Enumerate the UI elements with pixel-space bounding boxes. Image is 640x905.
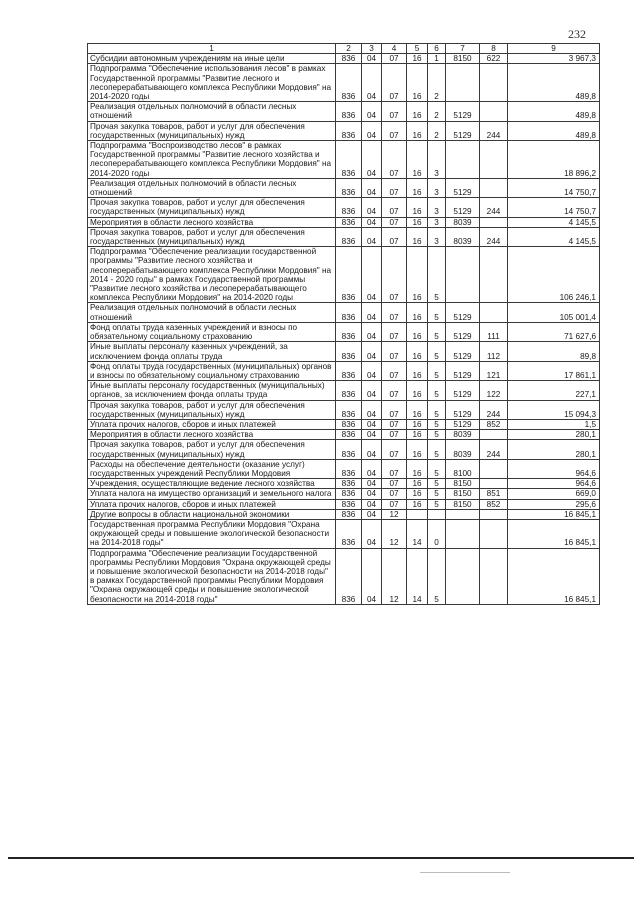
row-ministry-code: 836 <box>336 400 362 419</box>
row-program-code: 16 <box>407 54 428 64</box>
row-section-code: 04 <box>362 227 382 246</box>
row-section-code: 04 <box>362 400 382 419</box>
header-cell: 6 <box>428 44 446 54</box>
row-target-code <box>446 509 480 519</box>
row-subprogram-code: 5 <box>428 303 446 322</box>
row-subsection-code: 12 <box>382 548 407 604</box>
row-expense-type-code <box>480 509 508 519</box>
row-ministry-code: 836 <box>336 342 362 361</box>
row-program-code: 16 <box>407 400 428 419</box>
row-target-code: 8039 <box>446 440 480 459</box>
header-cell: 4 <box>382 44 407 54</box>
row-target-code: 8100 <box>446 459 480 478</box>
row-section-code: 04 <box>362 440 382 459</box>
row-ministry-code: 836 <box>336 121 362 140</box>
row-description: Прочая закупка товаров, работ и услуг для обеспечения государственных (муниципальных) нужд <box>88 440 336 459</box>
row-expense-type-code <box>480 178 508 197</box>
row-subprogram-code: 3 <box>428 178 446 197</box>
row-description: Прочая закупка товаров, работ и услуг для обеспечения государственных (муниципальных) нужд <box>88 121 336 140</box>
row-expense-type-code <box>480 217 508 227</box>
row-expense-type-code: 244 <box>480 121 508 140</box>
row-section-code: 04 <box>362 64 382 102</box>
row-expense-type-code <box>480 519 508 548</box>
row-subsection-code: 12 <box>382 509 407 519</box>
row-ministry-code: 836 <box>336 419 362 429</box>
row-target-code: 5129 <box>446 381 480 400</box>
row-program-code: 16 <box>407 121 428 140</box>
row-amount: 14 750,7 <box>508 198 600 217</box>
row-ministry-code: 836 <box>336 227 362 246</box>
row-subprogram-code: 5 <box>428 322 446 341</box>
row-program-code: 16 <box>407 419 428 429</box>
row-program-code: 16 <box>407 342 428 361</box>
row-section-code: 04 <box>362 519 382 548</box>
row-section-code: 04 <box>362 479 382 489</box>
row-ministry-code: 836 <box>336 64 362 102</box>
row-subprogram-code: 3 <box>428 141 446 179</box>
table-body <box>88 54 600 605</box>
row-ministry-code: 836 <box>336 459 362 478</box>
row-subsection-code: 07 <box>382 322 407 341</box>
row-subsection-code: 07 <box>382 141 407 179</box>
row-target-code: 5129 <box>446 400 480 419</box>
row-subprogram-code: 1 <box>428 54 446 64</box>
row-target-code: 5129 <box>446 102 480 121</box>
row-program-code <box>407 509 428 519</box>
table-row <box>88 64 600 102</box>
row-subsection-code: 07 <box>382 227 407 246</box>
row-section-code: 04 <box>362 247 382 303</box>
header-cell: 8 <box>480 44 508 54</box>
table-row <box>88 400 600 419</box>
row-amount: 14 750,7 <box>508 178 600 197</box>
row-section-code: 04 <box>362 198 382 217</box>
row-section-code: 04 <box>362 217 382 227</box>
row-subsection-code: 07 <box>382 381 407 400</box>
row-expense-type-code: 622 <box>480 54 508 64</box>
row-section-code: 04 <box>362 509 382 519</box>
row-ministry-code: 836 <box>336 303 362 322</box>
row-section-code: 04 <box>362 548 382 604</box>
row-description: Уплата прочих налогов, сборов и иных платежей <box>88 499 336 509</box>
row-ministry-code: 836 <box>336 499 362 509</box>
table-row <box>88 178 600 197</box>
row-expense-type-code <box>480 102 508 121</box>
row-subsection-code: 07 <box>382 102 407 121</box>
table-row <box>88 322 600 341</box>
row-amount: 227,1 <box>508 381 600 400</box>
row-target-code: 8150 <box>446 54 480 64</box>
row-ministry-code: 836 <box>336 102 362 121</box>
row-subprogram-code: 5 <box>428 479 446 489</box>
row-program-code: 16 <box>407 459 428 478</box>
row-subprogram-code: 5 <box>428 459 446 478</box>
table-row <box>88 227 600 246</box>
row-subprogram-code: 5 <box>428 419 446 429</box>
row-program-code: 16 <box>407 322 428 341</box>
row-ministry-code: 836 <box>336 217 362 227</box>
row-expense-type-code <box>480 64 508 102</box>
scan-mark <box>420 872 510 873</box>
row-target-code: 5129 <box>446 342 480 361</box>
row-description: Подпрограмма "Обеспечение использования лесов" в рамках Государственной программы "Развитие лесного и лесоперерабатывающего комплекса Республики Мордовия" на 2014-2020 годы <box>88 64 336 102</box>
row-expense-type-code <box>480 430 508 440</box>
row-amount: 105 001,4 <box>508 303 600 322</box>
footer-rule <box>8 857 634 859</box>
table-row <box>88 419 600 429</box>
row-subprogram-code: 5 <box>428 381 446 400</box>
row-amount: 106 246,1 <box>508 247 600 303</box>
row-amount: 4 145,5 <box>508 217 600 227</box>
header-cell: 9 <box>508 44 600 54</box>
row-section-code: 04 <box>362 361 382 380</box>
row-subsection-code: 07 <box>382 303 407 322</box>
row-program-code: 16 <box>407 247 428 303</box>
row-section-code: 04 <box>362 499 382 509</box>
row-target-code <box>446 519 480 548</box>
row-description: Прочая закупка товаров, работ и услуг для обеспечения государственных (муниципальных) нужд <box>88 198 336 217</box>
row-description: Субсидии автономным учреждениям на иные цели <box>88 54 336 64</box>
row-amount: 15 094,3 <box>508 400 600 419</box>
row-subsection-code: 07 <box>382 198 407 217</box>
row-section-code: 04 <box>362 322 382 341</box>
row-program-code: 16 <box>407 64 428 102</box>
row-expense-type-code: 852 <box>480 419 508 429</box>
row-target-code: 5129 <box>446 361 480 380</box>
row-target-code: 8150 <box>446 489 480 499</box>
row-section-code: 04 <box>362 54 382 64</box>
row-section-code: 04 <box>362 489 382 499</box>
row-subprogram-code: 5 <box>428 400 446 419</box>
row-section-code: 04 <box>362 121 382 140</box>
row-amount: 89,8 <box>508 342 600 361</box>
row-section-code: 04 <box>362 102 382 121</box>
row-amount: 280,1 <box>508 440 600 459</box>
row-subsection-code: 07 <box>382 440 407 459</box>
row-target-code <box>446 141 480 179</box>
row-amount: 489,8 <box>508 102 600 121</box>
row-description: Подпрограмма "Обеспечение реализации государственной программы "Развитие лесного хозяйства и лесоперерабатывающего комплекса Республики Мордовия" на 2014 - 2020 годы" в рамках Государственной программы "Развитие лесного хозяйства и лесоперерабатывающего комплекса Республики Мордовия" на 2014-2020 годы <box>88 247 336 303</box>
row-subprogram-code: 0 <box>428 519 446 548</box>
row-subsection-code: 07 <box>382 499 407 509</box>
row-target-code: 5129 <box>446 121 480 140</box>
header-row <box>88 44 600 54</box>
row-description: Расходы на обеспечение деятельности (оказание услуг) государственных учреждений Республики Мордовия <box>88 459 336 478</box>
row-ministry-code: 836 <box>336 519 362 548</box>
row-amount: 71 627,6 <box>508 322 600 341</box>
row-subsection-code: 07 <box>382 178 407 197</box>
table-row <box>88 509 600 519</box>
row-expense-type-code <box>480 141 508 179</box>
row-program-code: 16 <box>407 381 428 400</box>
row-ministry-code: 836 <box>336 479 362 489</box>
row-program-code: 16 <box>407 430 428 440</box>
row-ministry-code: 836 <box>336 178 362 197</box>
row-section-code: 04 <box>362 141 382 179</box>
row-expense-type-code: 851 <box>480 489 508 499</box>
row-description: Уплата прочих налогов, сборов и иных платежей <box>88 419 336 429</box>
row-amount: 669,0 <box>508 489 600 499</box>
row-expense-type-code: 244 <box>480 440 508 459</box>
row-ministry-code: 836 <box>336 54 362 64</box>
row-target-code: 5129 <box>446 322 480 341</box>
row-ministry-code: 836 <box>336 489 362 499</box>
row-program-code: 14 <box>407 519 428 548</box>
row-amount: 280,1 <box>508 430 600 440</box>
row-description: Прочая закупка товаров, работ и услуг для обеспечения государственных (муниципальных) нужд <box>88 227 336 246</box>
row-subprogram-code: 3 <box>428 198 446 217</box>
table-row <box>88 342 600 361</box>
row-subsection-code: 12 <box>382 519 407 548</box>
row-description: Учреждения, осуществляющие ведение лесного хозяйства <box>88 479 336 489</box>
row-ministry-code: 836 <box>336 509 362 519</box>
row-subprogram-code: 5 <box>428 489 446 499</box>
row-ministry-code: 836 <box>336 361 362 380</box>
row-target-code: 5129 <box>446 198 480 217</box>
row-subprogram-code: 2 <box>428 121 446 140</box>
row-description: Мероприятия в области лесного хозяйства <box>88 217 336 227</box>
row-description: Государственная программа Республики Мордовия "Охрана окружающей среды и повышение экологической безопасности на 2014-2018 годы" <box>88 519 336 548</box>
row-amount: 18 896,2 <box>508 141 600 179</box>
row-program-code: 16 <box>407 217 428 227</box>
table-row <box>88 381 600 400</box>
row-description: Реализация отдельных полномочий в области лесных отношений <box>88 102 336 121</box>
table-row <box>88 499 600 509</box>
row-target-code <box>446 548 480 604</box>
row-program-code: 16 <box>407 102 428 121</box>
header-cell: 5 <box>407 44 428 54</box>
row-amount: 489,8 <box>508 121 600 140</box>
row-subprogram-code: 5 <box>428 548 446 604</box>
row-ministry-code: 836 <box>336 322 362 341</box>
row-amount: 964,6 <box>508 479 600 489</box>
row-expense-type-code: 244 <box>480 400 508 419</box>
header-cell: 3 <box>362 44 382 54</box>
row-description: Уплата налога на имущество организаций и земельного налога <box>88 489 336 499</box>
row-amount: 295,6 <box>508 499 600 509</box>
table-row <box>88 54 600 64</box>
row-description: Подпрограмма "Обеспечение реализации Государственной программы Республики Мордовия "Охрана окружающей среды и повышение экологической безопасности на 2014-2018 годы" в рамках Государственной программы Республики Мордовия "Охрана окружающей среды и повышение экологической безопасности на 2014-2018 годы" <box>88 548 336 604</box>
row-subsection-code: 07 <box>382 489 407 499</box>
row-target-code: 8039 <box>446 217 480 227</box>
header-cell: 2 <box>336 44 362 54</box>
row-subprogram-code: 5 <box>428 342 446 361</box>
row-subprogram-code: 2 <box>428 64 446 102</box>
table-row <box>88 102 600 121</box>
row-subsection-code: 07 <box>382 430 407 440</box>
row-program-code: 14 <box>407 548 428 604</box>
row-amount: 489,8 <box>508 64 600 102</box>
row-target-code: 8039 <box>446 227 480 246</box>
row-expense-type-code: 112 <box>480 342 508 361</box>
row-description: Фонд оплаты труда государственных (муниципальных) органов и взносы по обязательному социальному страхованию <box>88 361 336 380</box>
table-row <box>88 198 600 217</box>
row-description: Подпрограмма "Воспроизводство лесов" в рамках Государственной программы "Развитие лесного хозяйства и лесоперерабатывающего комплекса Республики Мордовия" на 2014-2020 годы <box>88 141 336 179</box>
header-cell: 1 <box>88 44 336 54</box>
row-section-code: 04 <box>362 459 382 478</box>
row-target-code: 8150 <box>446 499 480 509</box>
budget-table <box>87 43 600 605</box>
row-description: Иные выплаты персоналу казенных учреждений, за исключением фонда оплаты труда <box>88 342 336 361</box>
row-amount: 3 967,3 <box>508 54 600 64</box>
row-section-code: 04 <box>362 430 382 440</box>
row-subsection-code: 07 <box>382 121 407 140</box>
table-row <box>88 361 600 380</box>
page-number: 232 <box>568 27 586 41</box>
row-subprogram-code: 3 <box>428 227 446 246</box>
row-description: Иные выплаты персоналу государственных (муниципальных) органов, за исключением фонда оплаты труда <box>88 381 336 400</box>
table-row <box>88 141 600 179</box>
table-row <box>88 121 600 140</box>
row-expense-type-code <box>480 459 508 478</box>
row-section-code: 04 <box>362 303 382 322</box>
row-description: Другие вопросы в области национальной экономики <box>88 509 336 519</box>
row-ministry-code: 836 <box>336 440 362 459</box>
row-target-code <box>446 64 480 102</box>
row-program-code: 16 <box>407 178 428 197</box>
row-subprogram-code: 5 <box>428 247 446 303</box>
row-expense-type-code: 121 <box>480 361 508 380</box>
row-section-code: 04 <box>362 178 382 197</box>
row-subprogram-code: 3 <box>428 217 446 227</box>
row-section-code: 04 <box>362 419 382 429</box>
row-ministry-code: 836 <box>336 381 362 400</box>
row-description: Мероприятия в области лесного хозяйства <box>88 430 336 440</box>
row-subsection-code: 07 <box>382 479 407 489</box>
row-ministry-code: 836 <box>336 141 362 179</box>
row-expense-type-code <box>480 479 508 489</box>
row-subsection-code: 07 <box>382 247 407 303</box>
row-subsection-code: 07 <box>382 217 407 227</box>
row-program-code: 16 <box>407 198 428 217</box>
row-amount: 16 845,1 <box>508 519 600 548</box>
row-ministry-code: 836 <box>336 198 362 217</box>
row-program-code: 16 <box>407 303 428 322</box>
row-program-code: 16 <box>407 141 428 179</box>
row-subsection-code: 07 <box>382 342 407 361</box>
row-subsection-code: 07 <box>382 361 407 380</box>
row-expense-type-code: 244 <box>480 227 508 246</box>
table-row <box>88 247 600 303</box>
table-row <box>88 440 600 459</box>
row-subsection-code: 07 <box>382 459 407 478</box>
row-target-code <box>446 247 480 303</box>
row-target-code: 5129 <box>446 419 480 429</box>
row-amount: 16 845,1 <box>508 548 600 604</box>
row-subsection-code: 07 <box>382 64 407 102</box>
row-amount: 1,5 <box>508 419 600 429</box>
row-subsection-code: 07 <box>382 419 407 429</box>
row-amount: 964,6 <box>508 459 600 478</box>
row-description: Реализация отдельных полномочий в области лесных отношений <box>88 178 336 197</box>
table-row <box>88 489 600 499</box>
row-description: Реализация отдельных полномочий в области лесных отношений <box>88 303 336 322</box>
row-amount: 17 861,1 <box>508 361 600 380</box>
row-target-code: 8150 <box>446 479 480 489</box>
table-row <box>88 217 600 227</box>
row-ministry-code: 836 <box>336 548 362 604</box>
row-program-code: 16 <box>407 440 428 459</box>
row-expense-type-code: 852 <box>480 499 508 509</box>
row-description: Фонд оплаты труда казенных учреждений и взносы по обязательному социальному страхованию <box>88 322 336 341</box>
row-program-code: 16 <box>407 361 428 380</box>
row-amount: 16 845,1 <box>508 509 600 519</box>
row-target-code: 5129 <box>446 303 480 322</box>
row-program-code: 16 <box>407 479 428 489</box>
row-ministry-code: 836 <box>336 247 362 303</box>
row-ministry-code: 836 <box>336 430 362 440</box>
row-subprogram-code: 5 <box>428 361 446 380</box>
row-program-code: 16 <box>407 489 428 499</box>
row-amount: 4 145,5 <box>508 227 600 246</box>
table-row <box>88 548 600 604</box>
table-row <box>88 519 600 548</box>
row-subprogram-code: 5 <box>428 440 446 459</box>
row-expense-type-code: 244 <box>480 198 508 217</box>
row-description: Прочая закупка товаров, работ и услуг для обеспечения государственных (муниципальных) нужд <box>88 400 336 419</box>
row-section-code: 04 <box>362 342 382 361</box>
row-subprogram-code: 2 <box>428 102 446 121</box>
row-subsection-code: 07 <box>382 400 407 419</box>
table-row <box>88 303 600 322</box>
table-row <box>88 479 600 489</box>
row-expense-type-code: 122 <box>480 381 508 400</box>
row-expense-type-code: 111 <box>480 322 508 341</box>
table-row <box>88 459 600 478</box>
header-cell: 7 <box>446 44 480 54</box>
table-row <box>88 430 600 440</box>
row-target-code: 5129 <box>446 178 480 197</box>
row-subprogram-code: 5 <box>428 499 446 509</box>
row-target-code: 8039 <box>446 430 480 440</box>
row-subprogram-code <box>428 509 446 519</box>
row-expense-type-code <box>480 303 508 322</box>
row-subprogram-code: 5 <box>428 430 446 440</box>
row-program-code: 16 <box>407 499 428 509</box>
row-program-code: 16 <box>407 227 428 246</box>
row-section-code: 04 <box>362 381 382 400</box>
row-expense-type-code <box>480 548 508 604</box>
row-expense-type-code <box>480 247 508 303</box>
row-subsection-code: 07 <box>382 54 407 64</box>
